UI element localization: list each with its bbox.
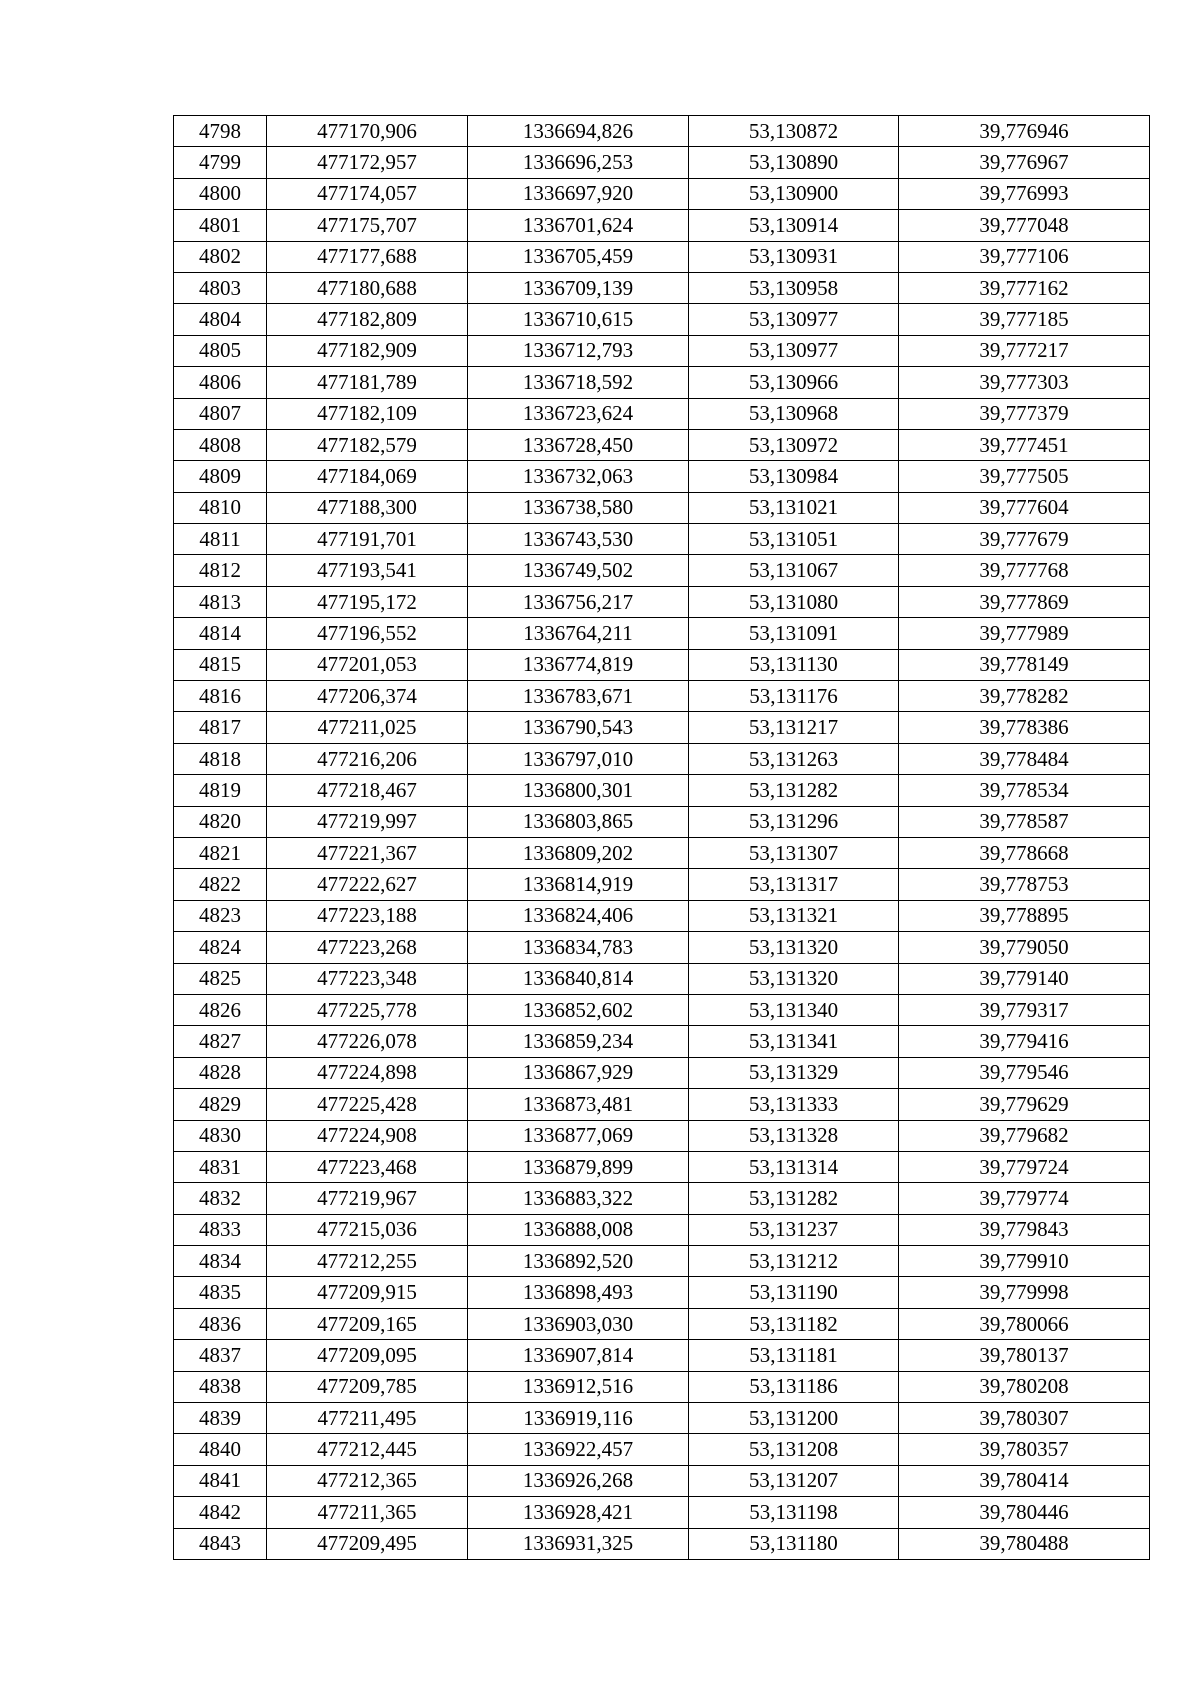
latitude-cell: 53,130890 (689, 147, 899, 178)
y-coordinate-cell: 1336709,139 (468, 272, 689, 303)
y-coordinate-cell: 1336922,457 (468, 1434, 689, 1465)
longitude-cell: 39,777162 (899, 272, 1150, 303)
point-number-cell: 4812 (174, 555, 267, 586)
latitude-cell: 53,130972 (689, 429, 899, 460)
point-number-cell: 4798 (174, 116, 267, 147)
point-number-cell: 4834 (174, 1246, 267, 1277)
y-coordinate-cell: 1336809,202 (468, 837, 689, 868)
table-row (174, 712, 1150, 743)
longitude-cell: 39,778484 (899, 743, 1150, 774)
table-row (174, 649, 1150, 680)
point-number-cell: 4841 (174, 1465, 267, 1496)
y-coordinate-cell: 1336728,450 (468, 429, 689, 460)
longitude-cell: 39,780357 (899, 1434, 1150, 1465)
longitude-cell: 39,780137 (899, 1340, 1150, 1371)
latitude-cell: 53,131317 (689, 869, 899, 900)
latitude-cell: 53,131282 (689, 775, 899, 806)
table-row (174, 210, 1150, 241)
x-coordinate-cell: 477209,165 (267, 1308, 468, 1339)
table-row (174, 1183, 1150, 1214)
table-row (174, 1026, 1150, 1057)
y-coordinate-cell: 1336774,819 (468, 649, 689, 680)
longitude-cell: 39,779629 (899, 1089, 1150, 1120)
y-coordinate-cell: 1336834,783 (468, 932, 689, 963)
x-coordinate-cell: 477180,688 (267, 272, 468, 303)
x-coordinate-cell: 477223,188 (267, 900, 468, 931)
y-coordinate-cell: 1336879,899 (468, 1151, 689, 1182)
longitude-cell: 39,777106 (899, 241, 1150, 272)
latitude-cell: 53,131320 (689, 963, 899, 994)
longitude-cell: 39,777768 (899, 555, 1150, 586)
x-coordinate-cell: 477212,365 (267, 1465, 468, 1496)
table-row (174, 837, 1150, 868)
latitude-cell: 53,131021 (689, 492, 899, 523)
point-number-cell: 4817 (174, 712, 267, 743)
x-coordinate-cell: 477211,365 (267, 1497, 468, 1528)
point-number-cell: 4835 (174, 1277, 267, 1308)
point-number-cell: 4843 (174, 1528, 267, 1559)
longitude-cell: 39,778895 (899, 900, 1150, 931)
point-number-cell: 4825 (174, 963, 267, 994)
x-coordinate-cell: 477196,552 (267, 618, 468, 649)
point-number-cell: 4818 (174, 743, 267, 774)
table-row (174, 1089, 1150, 1120)
latitude-cell: 53,131176 (689, 681, 899, 712)
y-coordinate-cell: 1336743,530 (468, 524, 689, 555)
x-coordinate-cell: 477219,997 (267, 806, 468, 837)
latitude-cell: 53,131329 (689, 1057, 899, 1088)
longitude-cell: 39,777679 (899, 524, 1150, 555)
table-row (174, 429, 1150, 460)
y-coordinate-cell: 1336756,217 (468, 586, 689, 617)
table-row (174, 241, 1150, 272)
x-coordinate-cell: 477221,367 (267, 837, 468, 868)
x-coordinate-cell: 477209,785 (267, 1371, 468, 1402)
latitude-cell: 53,131200 (689, 1403, 899, 1434)
point-number-cell: 4833 (174, 1214, 267, 1245)
point-number-cell: 4826 (174, 994, 267, 1025)
point-number-cell: 4800 (174, 178, 267, 209)
point-number-cell: 4814 (174, 618, 267, 649)
x-coordinate-cell: 477195,172 (267, 586, 468, 617)
table-row (174, 1465, 1150, 1496)
latitude-cell: 53,131217 (689, 712, 899, 743)
latitude-cell: 53,131182 (689, 1308, 899, 1339)
table-row (174, 398, 1150, 429)
longitude-cell: 39,780414 (899, 1465, 1150, 1496)
longitude-cell: 39,779317 (899, 994, 1150, 1025)
table-row (174, 1214, 1150, 1245)
y-coordinate-cell: 1336694,826 (468, 116, 689, 147)
table-row (174, 1371, 1150, 1402)
y-coordinate-cell: 1336926,268 (468, 1465, 689, 1496)
y-coordinate-cell: 1336783,671 (468, 681, 689, 712)
table-row (174, 524, 1150, 555)
point-number-cell: 4810 (174, 492, 267, 523)
latitude-cell: 53,131212 (689, 1246, 899, 1277)
y-coordinate-cell: 1336790,543 (468, 712, 689, 743)
x-coordinate-cell: 477222,627 (267, 869, 468, 900)
x-coordinate-cell: 477177,688 (267, 241, 468, 272)
latitude-cell: 53,131321 (689, 900, 899, 931)
point-number-cell: 4829 (174, 1089, 267, 1120)
y-coordinate-cell: 1336873,481 (468, 1089, 689, 1120)
longitude-cell: 39,778753 (899, 869, 1150, 900)
latitude-cell: 53,131130 (689, 649, 899, 680)
y-coordinate-cell: 1336732,063 (468, 461, 689, 492)
point-number-cell: 4804 (174, 304, 267, 335)
longitude-cell: 39,778587 (899, 806, 1150, 837)
table-row (174, 963, 1150, 994)
point-number-cell: 4827 (174, 1026, 267, 1057)
point-number-cell: 4801 (174, 210, 267, 241)
point-number-cell: 4805 (174, 335, 267, 366)
latitude-cell: 53,131067 (689, 555, 899, 586)
point-number-cell: 4837 (174, 1340, 267, 1371)
longitude-cell: 39,778386 (899, 712, 1150, 743)
point-number-cell: 4807 (174, 398, 267, 429)
table-row (174, 900, 1150, 931)
latitude-cell: 53,131091 (689, 618, 899, 649)
longitude-cell: 39,778534 (899, 775, 1150, 806)
y-coordinate-cell: 1336718,592 (468, 367, 689, 398)
table-row (174, 681, 1150, 712)
point-number-cell: 4799 (174, 147, 267, 178)
latitude-cell: 53,131180 (689, 1528, 899, 1559)
x-coordinate-cell: 477174,057 (267, 178, 468, 209)
latitude-cell: 53,130966 (689, 367, 899, 398)
y-coordinate-cell: 1336888,008 (468, 1214, 689, 1245)
x-coordinate-cell: 477212,255 (267, 1246, 468, 1277)
x-coordinate-cell: 477218,467 (267, 775, 468, 806)
table-row (174, 586, 1150, 617)
longitude-cell: 39,779843 (899, 1214, 1150, 1245)
y-coordinate-cell: 1336705,459 (468, 241, 689, 272)
table-row (174, 775, 1150, 806)
table-row (174, 272, 1150, 303)
point-number-cell: 4822 (174, 869, 267, 900)
point-number-cell: 4802 (174, 241, 267, 272)
x-coordinate-cell: 477184,069 (267, 461, 468, 492)
latitude-cell: 53,131314 (689, 1151, 899, 1182)
longitude-cell: 39,779682 (899, 1120, 1150, 1151)
table-row (174, 1120, 1150, 1151)
longitude-cell: 39,776967 (899, 147, 1150, 178)
y-coordinate-cell: 1336723,624 (468, 398, 689, 429)
latitude-cell: 53,131237 (689, 1214, 899, 1245)
table-row (174, 806, 1150, 837)
x-coordinate-cell: 477216,206 (267, 743, 468, 774)
point-number-cell: 4831 (174, 1151, 267, 1182)
x-coordinate-cell: 477182,109 (267, 398, 468, 429)
x-coordinate-cell: 477223,268 (267, 932, 468, 963)
y-coordinate-cell: 1336824,406 (468, 900, 689, 931)
y-coordinate-cell: 1336697,920 (468, 178, 689, 209)
x-coordinate-cell: 477170,906 (267, 116, 468, 147)
longitude-cell: 39,777379 (899, 398, 1150, 429)
table-row (174, 1340, 1150, 1371)
longitude-cell: 39,780307 (899, 1403, 1150, 1434)
longitude-cell: 39,779998 (899, 1277, 1150, 1308)
point-number-cell: 4808 (174, 429, 267, 460)
longitude-cell: 39,779774 (899, 1183, 1150, 1214)
latitude-cell: 53,131208 (689, 1434, 899, 1465)
y-coordinate-cell: 1336800,301 (468, 775, 689, 806)
table-row (174, 618, 1150, 649)
x-coordinate-cell: 477225,778 (267, 994, 468, 1025)
latitude-cell: 53,131333 (689, 1089, 899, 1120)
point-number-cell: 4836 (174, 1308, 267, 1339)
y-coordinate-cell: 1336892,520 (468, 1246, 689, 1277)
latitude-cell: 53,130968 (689, 398, 899, 429)
x-coordinate-cell: 477224,898 (267, 1057, 468, 1088)
point-number-cell: 4809 (174, 461, 267, 492)
x-coordinate-cell: 477224,908 (267, 1120, 468, 1151)
point-number-cell: 4816 (174, 681, 267, 712)
point-number-cell: 4823 (174, 900, 267, 931)
table-row (174, 1403, 1150, 1434)
x-coordinate-cell: 477223,348 (267, 963, 468, 994)
table-row (174, 367, 1150, 398)
latitude-cell: 53,130900 (689, 178, 899, 209)
latitude-cell: 53,130914 (689, 210, 899, 241)
longitude-cell: 39,778668 (899, 837, 1150, 868)
latitude-cell: 53,131296 (689, 806, 899, 837)
latitude-cell: 53,131051 (689, 524, 899, 555)
x-coordinate-cell: 477206,374 (267, 681, 468, 712)
latitude-cell: 53,131328 (689, 1120, 899, 1151)
y-coordinate-cell: 1336712,793 (468, 335, 689, 366)
y-coordinate-cell: 1336931,325 (468, 1528, 689, 1559)
table-row (174, 1497, 1150, 1528)
x-coordinate-cell: 477211,495 (267, 1403, 468, 1434)
x-coordinate-cell: 477212,445 (267, 1434, 468, 1465)
y-coordinate-cell: 1336877,069 (468, 1120, 689, 1151)
y-coordinate-cell: 1336710,615 (468, 304, 689, 335)
latitude-cell: 53,131320 (689, 932, 899, 963)
point-number-cell: 4828 (174, 1057, 267, 1088)
y-coordinate-cell: 1336749,502 (468, 555, 689, 586)
x-coordinate-cell: 477181,789 (267, 367, 468, 398)
x-coordinate-cell: 477188,300 (267, 492, 468, 523)
point-number-cell: 4803 (174, 272, 267, 303)
x-coordinate-cell: 477219,967 (267, 1183, 468, 1214)
latitude-cell: 53,130872 (689, 116, 899, 147)
y-coordinate-cell: 1336797,010 (468, 743, 689, 774)
longitude-cell: 39,777604 (899, 492, 1150, 523)
longitude-cell: 39,780208 (899, 1371, 1150, 1402)
y-coordinate-cell: 1336883,322 (468, 1183, 689, 1214)
latitude-cell: 53,131307 (689, 837, 899, 868)
latitude-cell: 53,130958 (689, 272, 899, 303)
point-number-cell: 4820 (174, 806, 267, 837)
longitude-cell: 39,779910 (899, 1246, 1150, 1277)
x-coordinate-cell: 477172,957 (267, 147, 468, 178)
x-coordinate-cell: 477223,468 (267, 1151, 468, 1182)
x-coordinate-cell: 477209,495 (267, 1528, 468, 1559)
table-row (174, 869, 1150, 900)
x-coordinate-cell: 477201,053 (267, 649, 468, 680)
x-coordinate-cell: 477225,428 (267, 1089, 468, 1120)
latitude-cell: 53,130977 (689, 304, 899, 335)
x-coordinate-cell: 477193,541 (267, 555, 468, 586)
latitude-cell: 53,131186 (689, 1371, 899, 1402)
x-coordinate-cell: 477209,095 (267, 1340, 468, 1371)
table-row (174, 461, 1150, 492)
table-row (174, 555, 1150, 586)
latitude-cell: 53,131340 (689, 994, 899, 1025)
point-number-cell: 4821 (174, 837, 267, 868)
point-number-cell: 4839 (174, 1403, 267, 1434)
longitude-cell: 39,779546 (899, 1057, 1150, 1088)
x-coordinate-cell: 477182,579 (267, 429, 468, 460)
x-coordinate-cell: 477209,915 (267, 1277, 468, 1308)
table-row (174, 1246, 1150, 1277)
table-row (174, 932, 1150, 963)
table-row (174, 1057, 1150, 1088)
longitude-cell: 39,777217 (899, 335, 1150, 366)
longitude-cell: 39,777185 (899, 304, 1150, 335)
longitude-cell: 39,780488 (899, 1528, 1150, 1559)
y-coordinate-cell: 1336852,602 (468, 994, 689, 1025)
latitude-cell: 53,131263 (689, 743, 899, 774)
point-number-cell: 4838 (174, 1371, 267, 1402)
latitude-cell: 53,131207 (689, 1465, 899, 1496)
y-coordinate-cell: 1336840,814 (468, 963, 689, 994)
table-row (174, 1528, 1150, 1559)
latitude-cell: 53,131190 (689, 1277, 899, 1308)
y-coordinate-cell: 1336696,253 (468, 147, 689, 178)
y-coordinate-cell: 1336738,580 (468, 492, 689, 523)
latitude-cell: 53,130977 (689, 335, 899, 366)
point-number-cell: 4842 (174, 1497, 267, 1528)
latitude-cell: 53,130984 (689, 461, 899, 492)
table-row (174, 335, 1150, 366)
latitude-cell: 53,131181 (689, 1340, 899, 1371)
longitude-cell: 39,777869 (899, 586, 1150, 617)
latitude-cell: 53,131341 (689, 1026, 899, 1057)
point-number-cell: 4824 (174, 932, 267, 963)
longitude-cell: 39,777989 (899, 618, 1150, 649)
x-coordinate-cell: 477191,701 (267, 524, 468, 555)
longitude-cell: 39,779724 (899, 1151, 1150, 1182)
longitude-cell: 39,776993 (899, 178, 1150, 209)
point-number-cell: 4811 (174, 524, 267, 555)
coordinate-table-body (174, 116, 1150, 1560)
y-coordinate-cell: 1336764,211 (468, 618, 689, 649)
longitude-cell: 39,777303 (899, 367, 1150, 398)
table-row (174, 147, 1150, 178)
x-coordinate-cell: 477211,025 (267, 712, 468, 743)
x-coordinate-cell: 477182,909 (267, 335, 468, 366)
longitude-cell: 39,779140 (899, 963, 1150, 994)
point-number-cell: 4840 (174, 1434, 267, 1465)
y-coordinate-cell: 1336867,929 (468, 1057, 689, 1088)
x-coordinate-cell: 477215,036 (267, 1214, 468, 1245)
longitude-cell: 39,776946 (899, 116, 1150, 147)
y-coordinate-cell: 1336928,421 (468, 1497, 689, 1528)
longitude-cell: 39,780446 (899, 1497, 1150, 1528)
y-coordinate-cell: 1336803,865 (468, 806, 689, 837)
y-coordinate-cell: 1336898,493 (468, 1277, 689, 1308)
x-coordinate-cell: 477175,707 (267, 210, 468, 241)
table-row (174, 178, 1150, 209)
longitude-cell: 39,780066 (899, 1308, 1150, 1339)
longitude-cell: 39,779416 (899, 1026, 1150, 1057)
point-number-cell: 4806 (174, 367, 267, 398)
x-coordinate-cell: 477226,078 (267, 1026, 468, 1057)
point-number-cell: 4830 (174, 1120, 267, 1151)
longitude-cell: 39,779050 (899, 932, 1150, 963)
table-row (174, 1151, 1150, 1182)
table-row (174, 1277, 1150, 1308)
y-coordinate-cell: 1336919,116 (468, 1403, 689, 1434)
x-coordinate-cell: 477182,809 (267, 304, 468, 335)
table-row (174, 1434, 1150, 1465)
coordinate-table (173, 115, 1150, 1560)
y-coordinate-cell: 1336859,234 (468, 1026, 689, 1057)
latitude-cell: 53,130931 (689, 241, 899, 272)
latitude-cell: 53,131282 (689, 1183, 899, 1214)
y-coordinate-cell: 1336912,516 (468, 1371, 689, 1402)
point-number-cell: 4813 (174, 586, 267, 617)
y-coordinate-cell: 1336907,814 (468, 1340, 689, 1371)
table-row (174, 304, 1150, 335)
longitude-cell: 39,777451 (899, 429, 1150, 460)
table-row (174, 492, 1150, 523)
latitude-cell: 53,131198 (689, 1497, 899, 1528)
y-coordinate-cell: 1336903,030 (468, 1308, 689, 1339)
longitude-cell: 39,778282 (899, 681, 1150, 712)
point-number-cell: 4815 (174, 649, 267, 680)
point-number-cell: 4819 (174, 775, 267, 806)
table-row (174, 1308, 1150, 1339)
longitude-cell: 39,777048 (899, 210, 1150, 241)
latitude-cell: 53,131080 (689, 586, 899, 617)
longitude-cell: 39,778149 (899, 649, 1150, 680)
y-coordinate-cell: 1336701,624 (468, 210, 689, 241)
table-row (174, 994, 1150, 1025)
longitude-cell: 39,777505 (899, 461, 1150, 492)
table-row (174, 743, 1150, 774)
point-number-cell: 4832 (174, 1183, 267, 1214)
y-coordinate-cell: 1336814,919 (468, 869, 689, 900)
table-row (174, 116, 1150, 147)
